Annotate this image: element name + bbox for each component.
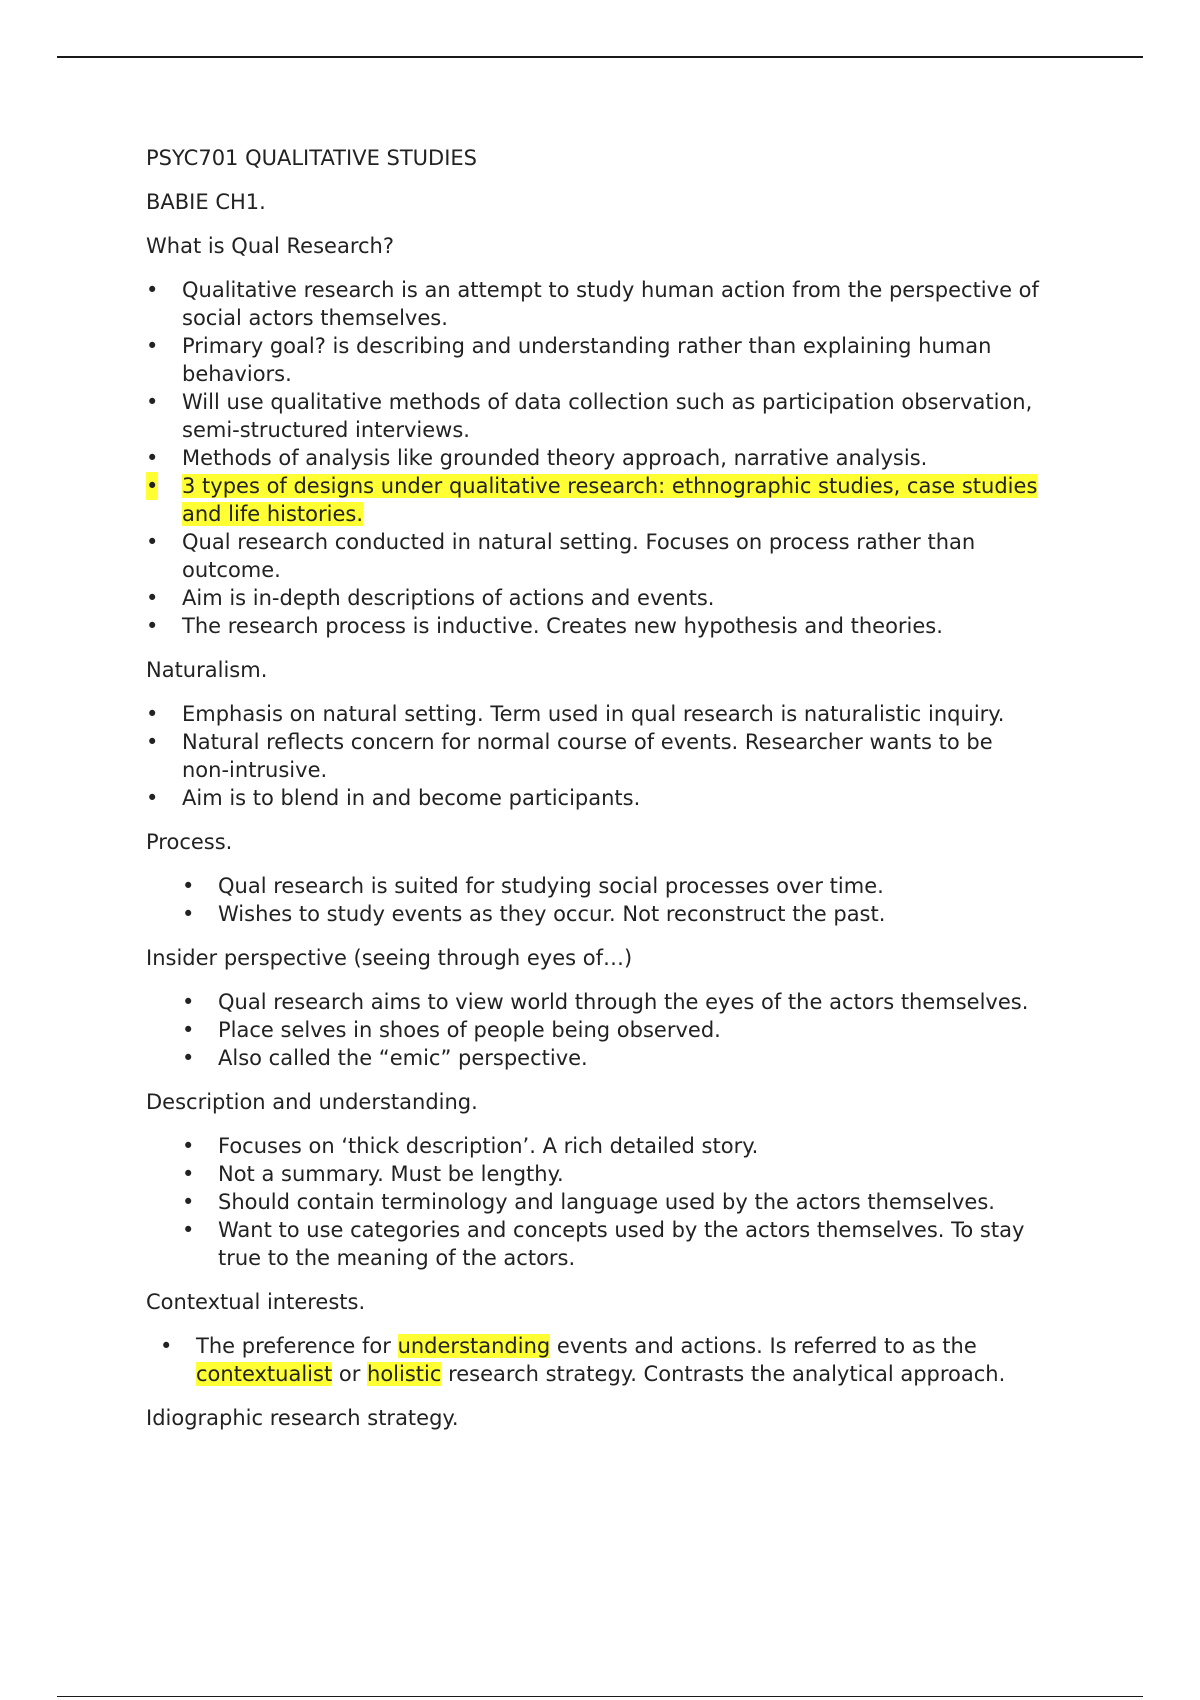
bullet-icon: • (146, 474, 159, 498)
bullet-icon: • (182, 874, 195, 898)
chapter-label: BABIE CH1. (146, 190, 266, 214)
insider-list (182, 988, 1046, 1072)
section-heading-naturalism: Naturalism. (146, 658, 268, 682)
list-item: • Aim is in-depth descriptions of actions and events. (146, 586, 715, 610)
bullet-icon: • (182, 902, 195, 926)
document-body (146, 144, 1046, 1448)
document-title: PSYC701 QUALITATIVE STUDIES (146, 146, 478, 170)
list-item: • Aim is to blend in and become participants. (146, 786, 641, 810)
description-list (182, 1132, 1046, 1272)
highlighted-term: holistic (367, 1362, 442, 1386)
highlighted-text: 3 types of designs under qualitative research: ethnographic studies, case studies and life histories. (182, 474, 1038, 526)
list-item: • Qual research is suited for studying social processes over time. (182, 874, 884, 898)
list-item: • Should contain terminology and language used by the actors themselves. (182, 1190, 995, 1214)
section-heading-insider: Insider perspective (seeing through eyes of…) (146, 946, 633, 970)
list-item: • Qual research conducted in natural setting. Focuses on process rather than outcome. (146, 530, 976, 582)
section-heading-process: Process. (146, 830, 233, 854)
list-item: • Not a summary. Must be lengthy. (182, 1162, 564, 1186)
bullet-icon: • (182, 1218, 195, 1242)
section-heading-contextual: Contextual interests. (146, 1290, 366, 1314)
list-item: • Qual research aims to view world through the eyes of the actors themselves. (182, 990, 1029, 1014)
contextual-list (160, 1332, 1046, 1388)
list-item: • Focuses on ‘thick description’. A rich detailed story. (182, 1134, 759, 1158)
list-item: • Will use qualitative methods of data collection such as participation observation, semi-structured interviews. (146, 390, 1033, 442)
bullet-icon: • (160, 1334, 173, 1358)
list-item-highlighted (146, 472, 1046, 528)
bullet-icon: • (146, 586, 159, 610)
bullet-icon: • (182, 1018, 195, 1042)
bullet-icon: • (146, 390, 159, 414)
bullet-icon: • (182, 990, 195, 1014)
list-item: • The preference for understanding events and actions. Is referred to as the contextualist or holistic research strategy. Contrasts the analytical approach. (160, 1334, 1006, 1386)
bullet-icon: • (182, 1162, 195, 1186)
bullet-icon: • (146, 446, 159, 470)
bullet-icon: • (182, 1046, 195, 1070)
bullet-icon: • (146, 614, 159, 638)
bullet-icon: • (146, 530, 159, 554)
bullet-icon: • (146, 334, 159, 358)
list-item: • Primary goal? is describing and understanding rather than explaining human behaviors. (146, 334, 992, 386)
bullet-icon: • (146, 730, 159, 754)
naturalism-list (146, 700, 1046, 812)
bullet-icon: • (146, 786, 159, 810)
section-heading-idiographic: Idiographic research strategy. (146, 1406, 459, 1430)
list-item: • Natural reflects concern for normal course of events. Researcher wants to be non-intrusive. (146, 730, 993, 782)
bullet-icon: • (182, 1134, 195, 1158)
list-item: • Qualitative research is an attempt to study human action from the perspective of social actors themselves. (146, 278, 1039, 330)
list-item: • The research process is inductive. Creates new hypothesis and theories. (146, 614, 943, 638)
top-rule (57, 56, 1143, 58)
list-item: • Want to use categories and concepts used by the actors themselves. To stay true to the meaning of the actors. (182, 1218, 1025, 1270)
process-list (182, 872, 1046, 928)
list-item: • Emphasis on natural setting. Term used in qual research is naturalistic inquiry. (146, 702, 1005, 726)
list-item: • Wishes to study events as they occur. Not reconstruct the past. (182, 902, 886, 926)
bullet-icon: • (146, 702, 159, 726)
highlighted-term: understanding (397, 1334, 551, 1358)
list-item: • Methods of analysis like grounded theory approach, narrative analysis. (146, 446, 928, 470)
section-heading-description: Description and understanding. (146, 1090, 478, 1114)
bullet-icon: • (182, 1190, 195, 1214)
section-heading-what-is: What is Qual Research? (146, 234, 394, 258)
what-is-list (146, 276, 1046, 640)
bullet-icon: • (146, 278, 159, 302)
bottom-rule (57, 1696, 1143, 1697)
list-item: • Also called the “emic” perspective. (182, 1046, 588, 1070)
highlighted-term: contextualist (196, 1362, 333, 1386)
list-item: • Place selves in shoes of people being observed. (182, 1018, 721, 1042)
